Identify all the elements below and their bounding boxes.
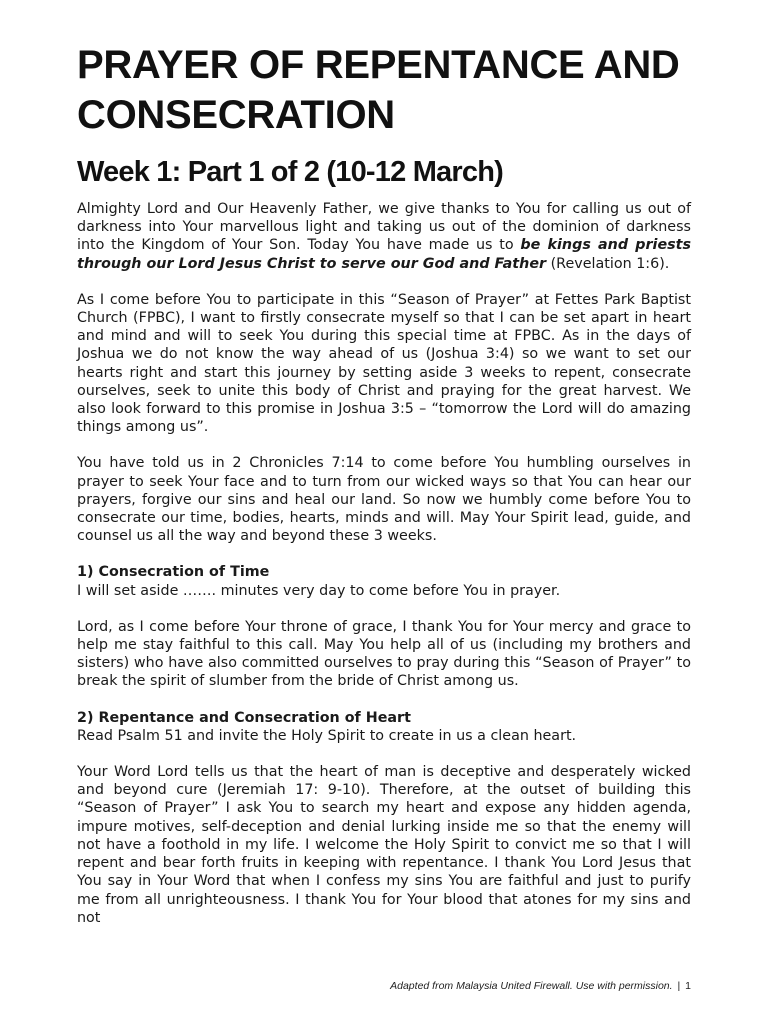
section-consecration-of-time (77, 563, 691, 599)
section-line-heart: Read Psalm 51 and invite the Holy Spirit to create in us a clean heart. (77, 727, 577, 744)
paragraph-intro (77, 200, 691, 273)
paragraph-intro-emphasis: be kings and priests through our Lord Jesus Christ to serve our God and Father (77, 237, 691, 272)
footer-separator: | (677, 980, 681, 992)
section-heading-time: 1) Consecration of Time (77, 564, 270, 581)
paragraph-chronicles: You have told us in 2 Chronicles 7:14 to come before You humbling ourselves in prayer to seek Your face and to turn from our wicked ways so that You can hear our prayers, forgive our sins and heal our land. So now we humbly come before You to consecrate our time, bodies, hearts, minds and will. May Your Spirit lead, guide, and counsel us all the way and beyond these 3 weeks. (77, 455, 691, 545)
section-line-time: I will set aside ……. minutes very day to come before You in prayer. (77, 582, 561, 599)
footer-attribution: Adapted from Malaysia United Firewall. Use with permission. (390, 980, 673, 992)
page-footer (390, 980, 691, 992)
page-title: PRAYER OF REPENTANCE AND CONSECRATION (77, 43, 680, 137)
section-repentance-of-heart (77, 709, 691, 745)
paragraph-jeremiah: Your Word Lord tells us that the heart of man is deceptive and desperately wicked and beyond cure (Jeremiah 17: 9-10). Therefore, at the outset of building this “Season of Prayer” I ask You to search my heart and expose any hidden agenda, impure motives, self-deception and denial lurking inside me so that the enemy will not have a foothold in my life. I welcome the Holy Spirit to convict me so that I will repent and bear forth fruits in keeping with repentance. I thank You Lord Jesus that You say in Your Word that when I confess my sins You are faithful and just to purify me from all unrighteousness. I thank You for Your blood that atones for my sins and not (77, 764, 691, 926)
page-number: 1 (685, 980, 691, 992)
document-page (77, 40, 691, 945)
paragraph-intro-text-b: (Revelation 1:6). (546, 255, 670, 272)
page-subtitle: Week 1: Part 1 of 2 (10-12 March) (77, 156, 503, 188)
paragraph-season-of-prayer: As I come before You to participate in this “Season of Prayer” at Fettes Park Baptist Church (FPBC), I want to firstly consecrate myself so that I can be set apart in heart and mind and will to seek You during this special time at FPBC. As in the days of Joshua we do not know the way ahead of us (Joshua 3:4) so we want to set our hearts right and start this journey by setting aside 3 weeks to repent, consecrate ourselves, seek to unite this body of Christ and praying for the great harvest. We also look forward to this promise in Joshua 3:5 – “tomorrow the Lord will do amazing things among us”. (77, 291, 691, 436)
section-heading-heart: 2) Repentance and Consecration of Heart (77, 709, 411, 726)
paragraph-throne-of-grace: Lord, as I come before Your throne of grace, I thank You for Your mercy and grace to help me stay faithful to this call. May You help all of us (including my brothers and sisters) who have also committed ourselves to pray during this “Season of Prayer” to break the spirit of slumber from the bride of Christ among us. (77, 618, 691, 690)
paragraph-intro-text-a: Almighty Lord and Our Heavenly Father, we give thanks to You for calling us out of darkness into Your marvellous light and taking us out of the dominion of darkness into the Kingdom of Your Son. Today You have made us to (77, 201, 691, 254)
